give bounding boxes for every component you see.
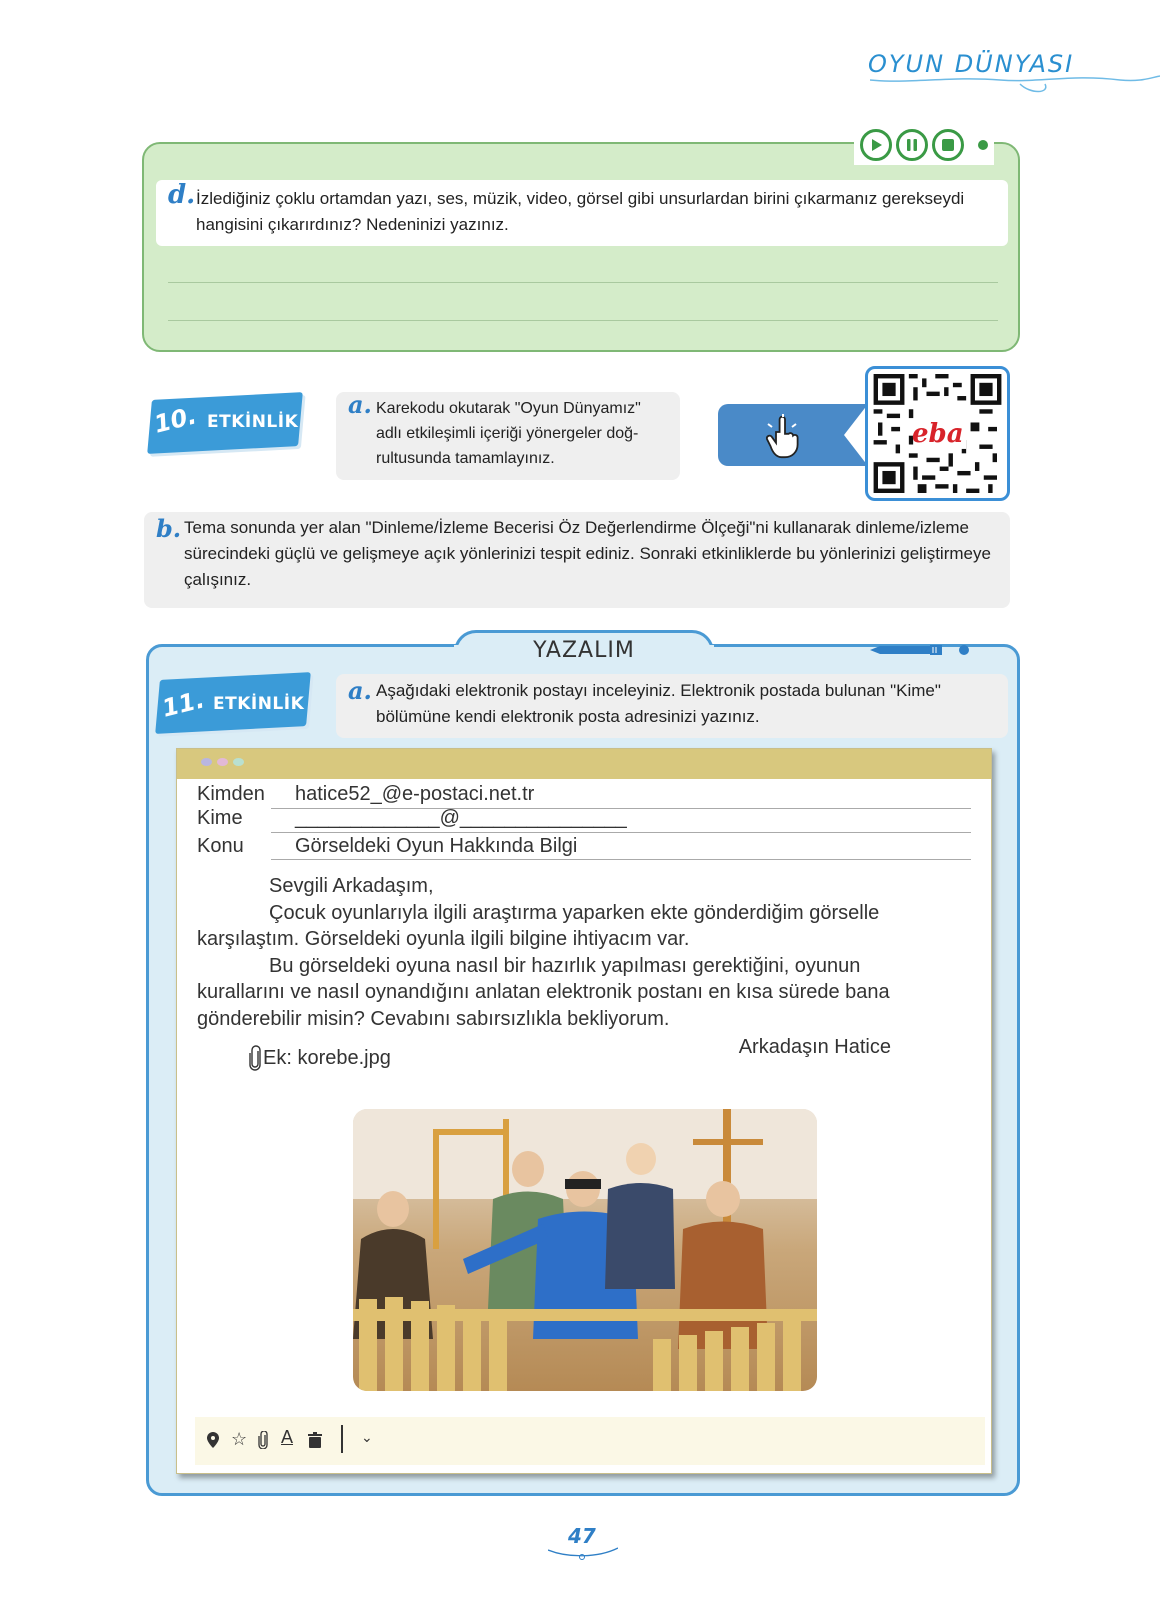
- media-controls: [854, 125, 994, 165]
- activity-10-a-text: Karekodu okutarak "Oyun Dünyamız" adlı etkileşimli içeriği yönergeler doğ-rultusunda tamamlayınız.: [376, 400, 641, 467]
- play-icon[interactable]: [860, 129, 892, 161]
- subject-rule: [271, 859, 971, 860]
- question-d-letter: d.: [168, 180, 196, 210]
- activity-10-b-box: [144, 512, 1010, 608]
- to-rule: [271, 832, 971, 833]
- activity-10-a-box: [336, 392, 680, 480]
- email-title-bar: [177, 749, 991, 779]
- activity-10-a-letter: a.: [348, 390, 372, 419]
- activity-11-a-letter: a.: [348, 676, 372, 705]
- email-paragraph-2: Bu görseldeki oyuna nasıl bir hazırlık yapılması gerektiğini, oyunun kurallarını ve nasıl oynandığını anlatan elektronik postanı en kısa sürede bana gönderebilir misin? Cevabını sabırsızlıkla bekliyorum.: [197, 954, 890, 1030]
- email-body: [197, 873, 937, 1061]
- pause-icon[interactable]: [896, 129, 928, 161]
- email-signature: Arkadaşın Hatice: [738, 1036, 891, 1058]
- children-playing-photo: [353, 1109, 817, 1391]
- header-wave-decoration: [870, 70, 1160, 100]
- email-window: [176, 748, 992, 1474]
- activity-11-label: ETKİNLİK: [213, 694, 305, 714]
- attachment-filename: Ek: korebe.jpg: [263, 1046, 391, 1069]
- eba-logo: eba: [912, 419, 964, 449]
- window-dot: [233, 758, 244, 766]
- email-attachment[interactable]: [247, 1045, 391, 1071]
- to-field[interactable]: _____________@_______________: [295, 807, 627, 829]
- subject-value: Görseldeki Oyun Hakkında Bilgi: [295, 835, 578, 857]
- chevron-down-icon[interactable]: ⌄: [361, 1429, 373, 1445]
- page-number-swash: [548, 1546, 618, 1560]
- email-toolbar: [195, 1417, 985, 1465]
- trash-icon[interactable]: [307, 1431, 323, 1454]
- from-value: hatice52_@e-postaci.net.tr: [295, 783, 535, 805]
- pen-icon: [870, 643, 970, 657]
- stop-icon[interactable]: [932, 129, 964, 161]
- subject-label: Konu: [197, 835, 244, 857]
- text-format-icon[interactable]: A: [281, 1427, 294, 1447]
- activity-11-a-box: [336, 674, 1008, 738]
- activity-11-a-text: Aşağıdaki elektronik postayı inceleyiniz. Elektronik postada bulunan "Kime" bölümüne kendi elektronik posta adresinizi yazınız.: [376, 681, 941, 726]
- activity-10-b-text: Tema sonunda yer alan "Dinleme/İzleme Becerisi Öz Değerlendirme Ölçeği"ni kullanarak dinleme/izleme sürecindeki güçlü ve gelişmeye açık yönlerinizi tespit ediniz. Sonraki etkinliklerde bu yönlerinizi geliştirmeye çalışınız.: [184, 518, 991, 589]
- timeline-dot: [978, 140, 988, 150]
- email-greeting: Sevgili Arkadaşım,: [269, 875, 434, 897]
- qr-code[interactable]: [865, 366, 1010, 501]
- page-number: 47: [568, 1524, 596, 1548]
- paperclip-icon: [247, 1045, 263, 1071]
- attach-icon[interactable]: [257, 1431, 269, 1454]
- activity-11-number: 11.: [159, 685, 208, 723]
- question-d: [156, 180, 1008, 246]
- window-dot: [217, 758, 228, 766]
- to-label: Kime: [197, 807, 243, 829]
- from-label: Kimden: [197, 783, 265, 805]
- question-d-text: İzlediğiniz çoklu ortamdan yazı, ses, müzik, video, görsel gibi unsurlardan birini çıkarmanız gerekseydi hangisini çıkarırdınız? Nedeninizi yazınız.: [196, 189, 965, 234]
- window-dot: [201, 758, 212, 766]
- activity-10-label: ETKİNLİK: [207, 412, 299, 432]
- location-pin-icon[interactable]: [205, 1431, 221, 1454]
- toolbar-divider: [341, 1425, 343, 1453]
- activity-10-b-letter: b.: [156, 514, 182, 543]
- activity-10-number: 10.: [151, 401, 200, 439]
- answer-line: [168, 320, 998, 321]
- writing-section-title: YAZALIM: [533, 638, 635, 663]
- email-paragraph-1: Çocuk oyunlarıyla ilgili araştırma yaparken ekte gönderdiğim görselle karşılaştım. Görseldeki oyunla ilgili bilgine ihtiyacım var.: [197, 901, 880, 950]
- star-icon[interactable]: ☆: [231, 1429, 248, 1449]
- attachment-photo-korebe: [353, 1109, 817, 1391]
- question-d-box: [142, 142, 1020, 352]
- page-header-title: OYUN DÜNYASI: [868, 50, 1075, 78]
- hand-tap-icon: [758, 414, 808, 464]
- answer-line: [168, 282, 998, 283]
